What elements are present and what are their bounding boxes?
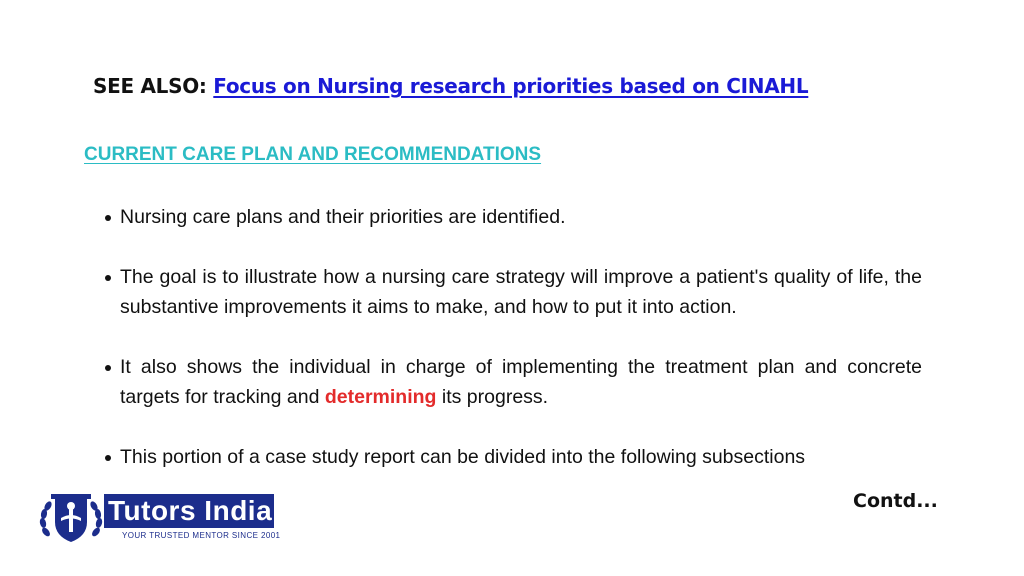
- bullet-item-1: Nursing care plans and their priorities are identified.: [120, 202, 922, 232]
- laurel-emblem-icon: [38, 492, 104, 544]
- bullet-3-text-before: It also shows the individual in charge of implementing the treatment plan and concrete targets for tracking and: [120, 356, 922, 408]
- bullet-3-text-after: its progress.: [441, 386, 549, 408]
- brand-tagline: YOUR TRUSTED MENTOR SINCE 2001: [122, 531, 281, 540]
- see-also-line: [93, 74, 808, 98]
- contd-label: Contd...: [853, 490, 938, 512]
- highlighted-word: determining: [324, 386, 437, 408]
- bullet-item-2: The goal is to illustrate how a nursing care strategy will improve a patient's quality of life, the substantive improvements it aims to make, and how to put it into action.: [120, 262, 922, 322]
- see-also-label: SEE ALSO:: [93, 74, 207, 98]
- bullet-list: [120, 202, 922, 502]
- tutors-india-logo: [38, 490, 281, 546]
- section-heading: CURRENT CARE PLAN AND RECOMMENDATIONS: [84, 144, 542, 165]
- see-also-link[interactable]: Focus on Nursing research priorities based on CINAHL: [213, 74, 809, 98]
- bullet-item-3: [120, 352, 922, 412]
- brand-wordmark: Tutors India: [104, 494, 274, 528]
- bullet-item-4: This portion of a case study report can be divided into the following subsections: [120, 442, 922, 472]
